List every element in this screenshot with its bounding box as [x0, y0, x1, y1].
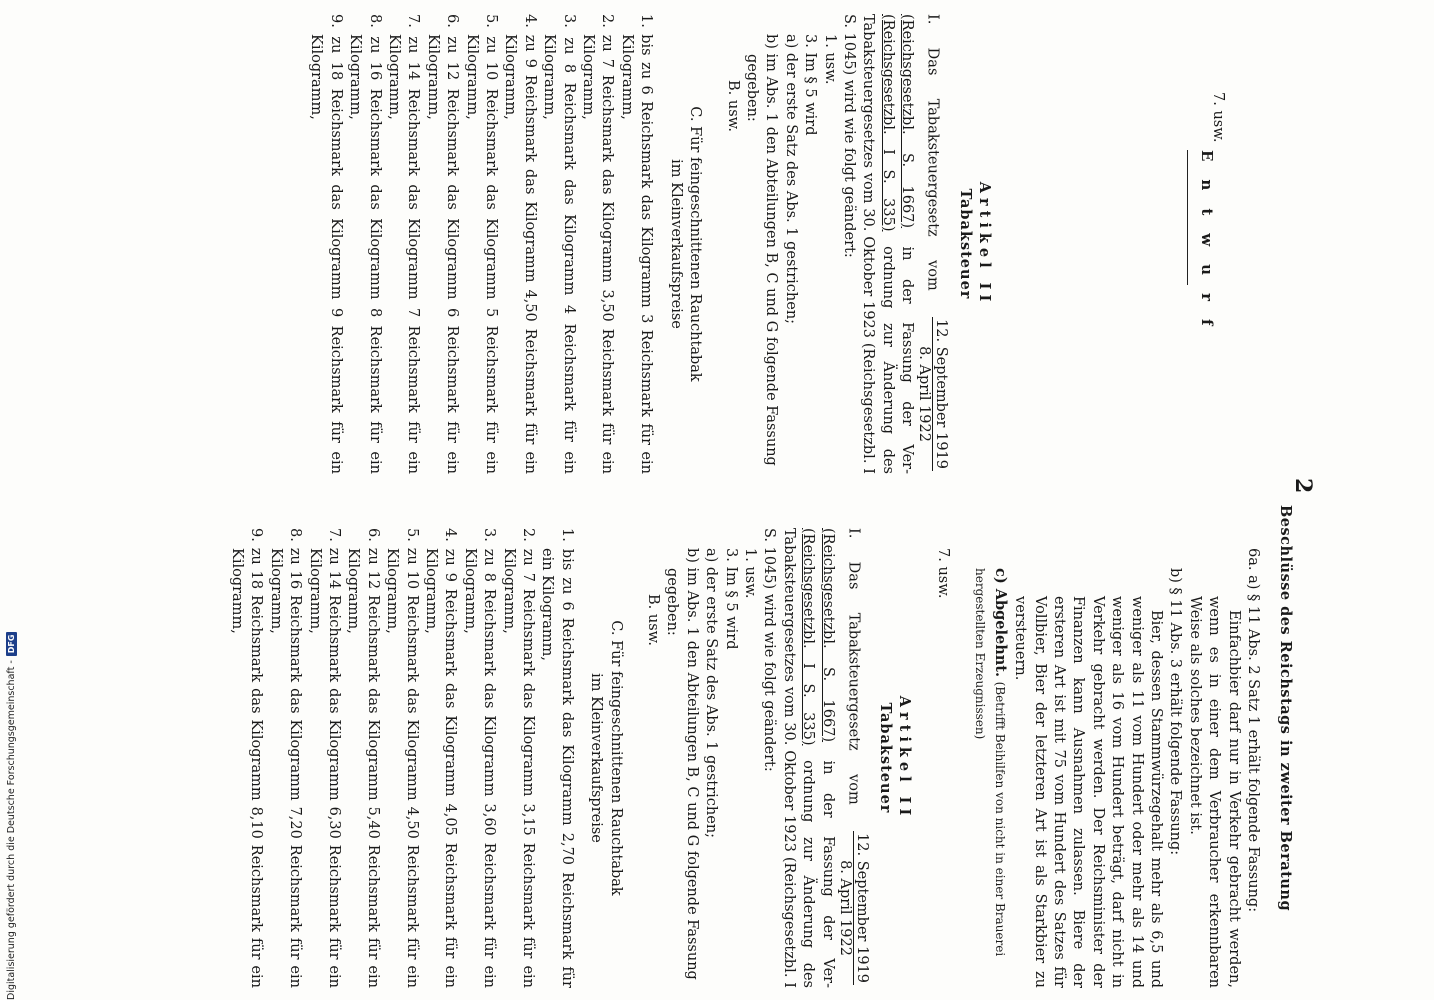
paragraph-i: I. Das Tabaksteuergesetz vom 12. September 1919 8. April 1922 (Reichsgesetzbl. S. 1667) in der Fassung der Ver- (Reichsgesetzbl. I S. 335) ordnung zur Änderung des Tabaksteuergesetzes vom 30. Oktober 1923 (Reichsgesetzbl. I S. 1045) wird wie folgt geändert:	[840, 14, 950, 474]
section-c-heading: C. Für feingeschnittenen Rauchtabak	[607, 620, 624, 896]
article-subheading: Tabaksteuer	[877, 702, 895, 814]
item-3b: b) im Abs. 1 den Abteilungen B, C und G folgende Fassung gegeben:	[664, 548, 700, 980]
list-item: 4. zu 9 Reichsmark das Kilogramm 4,50 Reichsmark für ein Kilogramm,	[502, 14, 538, 474]
dfg-logo-icon: DFG	[6, 632, 17, 657]
list-item: 1. bis zu 6 Reichsmark das Kilogramm 3 Reichsmark für ein Kilogramm,	[618, 14, 655, 474]
item-3: 3. Im § 5 wird	[802, 34, 819, 136]
page-number: 2	[1290, 478, 1316, 494]
list-item: 6. zu 12 Reichsmark das Kilogramm 6 Reichsmark für ein Kilogramm,	[424, 14, 461, 474]
section-c-subheading: im Kleinverkaufspreise	[588, 673, 605, 843]
list-item: 3. zu 8 Reichsmark das Kilogramm 4 Reichsmark für ein Kilogramm,	[541, 14, 577, 474]
list-item: 9. zu 18 Reichsmark das Kilogramm 9 Reichsmark für ein Kilogramm,	[308, 14, 344, 474]
article-heading: Artikel II	[896, 695, 914, 821]
date-fraction: 12. September 1919 8. April 1922	[916, 319, 950, 469]
list-item: 8. zu 16 Reichsmark das Kilogramm 7,20 Reichsmark für ein Kilogramm,	[267, 528, 304, 988]
item-3b: b) im Abs. 1 den Abteilungen B, C und G folgende Fassung gegeben:	[743, 34, 780, 466]
right-column-title: Beschlüsse des Reichstags in zweiter Beratung	[1277, 505, 1294, 912]
item-7: 7. usw.	[934, 548, 951, 599]
item-3a: a) der erste Satz des Abs. 1 gestrichen;	[782, 34, 799, 325]
item-1: 1. usw.	[742, 548, 759, 599]
item-1: 1. usw.	[821, 34, 838, 85]
list-item: 5. zu 10 Reichsmark das Kilogramm 5 Reichsmark für ein Kilogramm,	[463, 14, 500, 474]
paragraph-6a-a-body: Einfachbier darf nur in Verkehr gebracht werden, wenn es in einer dem Verbraucher erkennbaren Weise als solches bezeichnet ist.	[1186, 596, 1242, 988]
list-item: 2. zu 7 Reichsmark das Kilogramm 3,15 Reichsmark für ein Kilogramm,	[500, 528, 536, 988]
list-item: 2. zu 7 Reichsmark das Kilogramm 3,50 Reichsmark für ein Kilogramm,	[580, 14, 616, 474]
date-fraction: 12. September 1919 8. April 1922	[836, 833, 870, 983]
scan-credit: Digitalisierung gefördert durch die Deutsche Forschungsgemeinschaft - DFG	[6, 0, 17, 1000]
paragraph-6a-b-head: b) § 11 Abs. 3 erhält folgende Fassung:	[1167, 568, 1184, 856]
list-item: 1. bis zu 6 Reichsmark das Kilogramm 2,70 Reichsmark für ein Kilogramm,	[539, 528, 575, 988]
list-item: 3. zu 8 Reichsmark das Kilogramm 3,60 Reichsmark für ein Kilogramm,	[461, 528, 498, 988]
paragraph-i: I. Das Tabaksteuergesetz vom 12. September 1919 8. April 1922 (Reichsgesetzbl. S. 1667) in der Fassung der Ver- (Reichsgesetzbl. I S. 335) ordnung zur Änderung des Tabaksteuergesetzes vom 30. Oktober 1923 (Reichsgesetzbl. I S. 1045) wird wie folgt geändert:	[761, 528, 870, 988]
section-c-subheading: im Kleinverkaufspreise	[667, 159, 684, 329]
list-item: 4. zu 9 Reichsmark das Kilogramm 4,05 Reichsmark für ein Kilogramm,	[422, 528, 459, 988]
article-heading: Artikel II	[976, 181, 993, 307]
left-column-title: Entwurf	[1198, 150, 1216, 344]
title-underline	[1187, 150, 1188, 285]
left-column	[306, 14, 994, 474]
list-item: 8. zu 16 Reichsmark das Kilogramm 8 Reichsmark für ein Kilogramm,	[347, 14, 383, 474]
right-column	[227, 528, 1263, 988]
tariff-list	[306, 14, 655, 474]
section-c-heading: C. Für feingeschnittenen Rauchtabak	[687, 106, 704, 382]
paragraph-6a-a-head: 6a. a) § 11 Abs. 2 Satz 1 erhält folgende Fassung:	[1245, 548, 1261, 913]
tariff-list	[227, 528, 576, 988]
list-item: 5. zu 10 Reichsmark das Kilogramm 4,50 Reichsmark für ein Kilogramm,	[384, 528, 420, 988]
article-subheading: Tabaksteuer	[956, 188, 974, 300]
item-b: B. usw.	[724, 80, 741, 132]
item-3: 3. Im § 5 wird	[722, 548, 739, 650]
list-item: 6. zu 12 Reichsmark das Kilogramm 5,40 Reichsmark für ein Kilogramm,	[345, 528, 381, 988]
item-b: B. usw.	[645, 594, 662, 646]
paragraph-6a-c: c) Abgelehnt. (Betrifft Beihilfen von nicht in einer Brauerei hergestellten Erzeugnissen)	[973, 568, 1009, 957]
paragraph-6a-b-body: Bier, dessen Stammwürzegehalt mehr als 6,5 und weniger als 11 vom Hundert oder mehr als 14 und weniger als 16 vom Hundert beträgt, darf nicht in Verkehr gebracht werden. Der Reichsminister der Finanzen kann Ausnahmen zulassen. Biere der ersteren Art ist mit 75 vom Hundert des Satzes für Vollbier, Bier der letzteren Art ist als Starkbier zu versteuern.	[1012, 596, 1164, 988]
item-3a: a) der erste Satz des Abs. 1 gestrichen;	[703, 548, 720, 839]
list-item: 7. zu 14 Reichsmark das Kilogramm 6,30 Reichsmark für ein Kilogramm,	[306, 528, 342, 988]
left-item-7: 7. usw.	[1210, 92, 1226, 143]
list-item: 9. zu 18 Reichsmark das Kilogramm 8,10 Reichsmark für ein Kilogramm,	[228, 528, 265, 988]
list-item: 7. zu 14 Reichsmark das Kilogramm 7 Reichsmark für ein Kilogramm,	[386, 14, 422, 474]
